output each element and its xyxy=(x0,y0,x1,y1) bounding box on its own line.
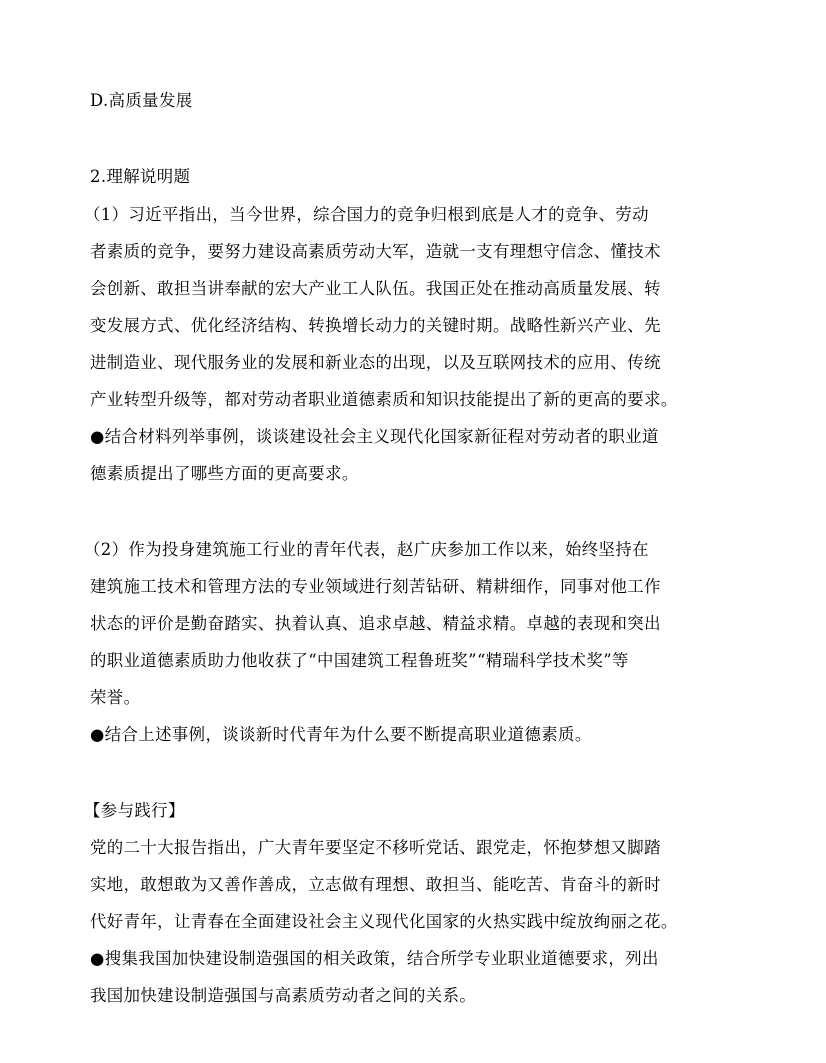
q2-line: （2）作为投身建筑施工行业的青年代表，赵广庆参加工作以来，始终坚持在 xyxy=(84,540,649,559)
q2-line: 状态的评价是勤奋踏实、执着认真、追求卓越、精益求精。卓越的表现和突出 xyxy=(90,614,661,633)
practice-line: 党的二十大报告指出，广大青年要坚定不移听党话、跟党走，怀抱梦想又脚踏 xyxy=(90,838,661,857)
q2-line: 荣誉。 xyxy=(90,688,141,707)
q1-line: 产业转型升级等，都对劳动者职业道德素质和知识技能提出了新的更高的要求。 xyxy=(90,390,678,409)
section-title: 2.理解说明题 xyxy=(90,167,191,186)
q1-line: 者素质的竞争，要努力建设高素质劳动大军，造就一支有理想守信念、懂技术 xyxy=(90,242,661,261)
q1-prompt: 德素质提出了哪些方面的更高要求。 xyxy=(90,464,359,483)
q1-line: 变发展方式、优化经济结构、转换增长动力的关键时期。战略性新兴产业、先 xyxy=(90,316,661,335)
q2-line: 的职业道德素质助力他收获了“中国建筑工程鲁班奖”“精瑞科学技术奖”等 xyxy=(90,651,629,670)
practice-title: 【参与践行】 xyxy=(84,801,185,820)
practice-prompt: 我国加快建设制造强国与高素质劳动者之间的关系。 xyxy=(90,986,477,1005)
practice-prompt: ●搜集我国加快建设制造强国的相关政策，结合所学专业职业道德要求，列出 xyxy=(90,949,659,968)
q2-prompt: ●结合上述事例，谈谈新时代青年为什么要不断提高职业道德素质。 xyxy=(90,725,592,744)
practice-line: 实地，敢想敢为又善作善成，立志做有理想、敢担当、能吃苦、肯奋斗的新时 xyxy=(90,875,661,894)
q1-line: （1）习近平指出，当今世界，综合国力的竞争归根到底是人才的竞争、劳动 xyxy=(84,205,649,224)
q2-line: 建筑施工技术和管理方法的专业领域进行刻苦钻研、精耕细作，同事对他工作 xyxy=(90,577,661,596)
q1-line: 进制造业、现代服务业的发展和新业态的出现，以及互联网技术的应用、传统 xyxy=(90,353,661,372)
q1-prompt: ●结合材料列举事例，谈谈建设社会主义现代化国家新征程对劳动者的职业道 xyxy=(90,427,659,446)
q1-line: 会创新、敢担当讲奉献的宏大产业工人队伍。我国正处在推动高质量发展、转 xyxy=(90,279,661,298)
option-d: D.高质量发展 xyxy=(90,91,193,110)
practice-line: 代好青年，让青春在全面建设社会主义现代化国家的火热实践中绽放绚丽之花。 xyxy=(90,912,678,931)
